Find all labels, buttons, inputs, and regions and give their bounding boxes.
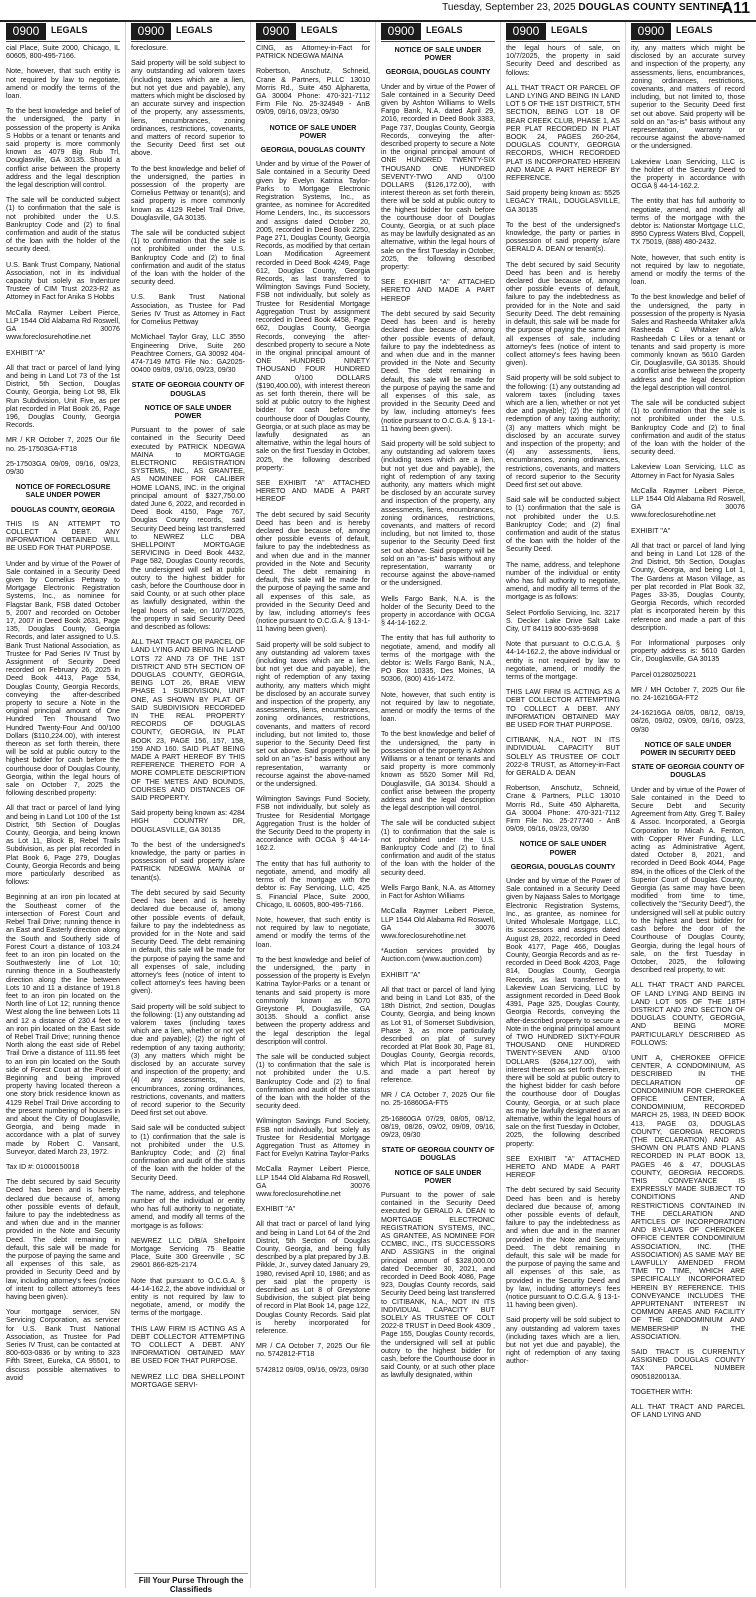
notice-paragraph: Pursuant to the power of sale contained in the Security Deed executed by PATRICK NDEGWA MAINA to MORTGAGE ELECTRONIC REGISTRATION SYSTEMS, INC., AS GRANTEE, AS NOMINEE FOR CALIBER HOME LOANS, INC. in the original principal amount of $327,750.00 dated June 6, 2022, and recorded in Deed Book 4150, Page 767, Douglas County records, said Security Deed being last transferred to NEWREZ LLC DBA SHELLPOINT MORTGAGE SERVICING in Deed Book 4432, Page 582, Douglas County records, the undersigned will sell at public outcry to the highest bidder for cash, before the Courthouse door in said County, or at such other place as lawfully designated, within the legal hours of sale, on 10/7/2025, the property in said Security Deed and described as follows: (131, 426, 245, 631)
notice-heading: NOTICE OF SALE UNDER POWER (269, 123, 357, 140)
notice-paragraph: THIS LAW FIRM IS ACTING AS A DEBT COLLECTOR ATTEMPTING TO COLLECT A DEBT. ANY INFORMATION OBTAINED MAY BE USED FOR THAT PURPOSE. (506, 688, 620, 730)
notice-paragraph: McCalla Raymer Leibert Pierce, LLP 1544 Old Alabama Rd Roswell, GA 30076 www.foreclosurehotline.net (381, 907, 495, 940)
section-number: 0900 (6, 23, 46, 40)
notice-paragraph: The sale will be conducted subject (1) to confirmation that the sale is not prohibited under the U.S. Bankruptcy Code and (2) to final confirmation and audit of the status of the loan with the holder of the security deed. (631, 398, 745, 457)
notice-paragraph: All that tract or parcel of land lying and being in Land Lot 835, of the 18th District, 2nd section, Douglas County, Georgia, and being known as Lot 91, of Somerset Subdivision, Phase 3, as more particularly described on plat of survey recorded at Plat Book 30, Page 81, Douglas County, Georgia records, which Plat is incorporated herein and made a part hereof by reference. (381, 985, 495, 1084)
notice-paragraph: Said property will be sold subject to any outstanding ad valorem taxes (including taxes which are a lien, but not yet due and payable), the right of redemption of any taxing authority, any matters which might be disclosed by an accurate survey and inspection of the property, any assessments, liens, encumbrances, zoning ordinances, restrictions, covenants, and matters of record including, but not limited to, those superior to the Security Deed first set out above. Said property will be sold on an "as-is" basis without any representation, warranty or recourse against the above-named or the undersigned. (256, 640, 370, 789)
notice-heading: NOTICE OF SALE UNDER POWER IN SECURITY DEED (640, 740, 736, 758)
section-label: LEGALS (301, 25, 338, 35)
notice-paragraph: Tax ID #: 01000150018 (6, 1162, 80, 1171)
notice-paragraph: NEWREZ LLC DBA SHELLPOINT MORTGAGE SERVI- (131, 1372, 245, 1389)
notice-paragraph: MR / CA October 7, 2025 Our file no. 5742812-FT18 (256, 1342, 370, 1359)
section-header (381, 22, 495, 42)
legal-notice-text (256, 44, 370, 1374)
notice-paragraph: THIS LAW FIRM IS ACTING AS A DEBT COLLECTOR ATTEMPTING TO COLLECT A DEBT. ANY INFORMATION OBTAINED MAY BE USED FOR THAT PURPOSE. (131, 1324, 245, 1366)
notice-paragraph: The debt secured by said Security Deed has been and is hereby declared due because of, among other possible events of default, failure to pay the indebtedness as provided for in the Note and said Security Deed. The debt remaining in default, this sale will be made for the purpose of paying the same and all expenses of sale, including attorney's fees (notice of intent to collect attorney's fees having been given). (131, 888, 245, 996)
notice-paragraph: Lakeview Loan Servicing, LLC is the holder of the Security Deed to the property in accordance with OCGA § 44-14-162.2. (631, 157, 745, 191)
section-header (256, 22, 370, 42)
notice-paragraph: To the best knowledge and belief of the undersigned, the party in possession of the property is Anika S Hobbs or a tenant or tenants and said property is more commonly known as 4079 Big Rub Trl, Douglasville, GA 30135. Should a conflict arise between the property address and the legal description the legal description will control. (6, 107, 120, 190)
notice-paragraph: *Auction services provided by Auction.com (www.auction.com) (381, 947, 495, 964)
notice-paragraph: ALL THAT TRACT OR PARCEL OF LAND LYING AND BEING IN LAND LOT 5 OF THE 1ST DISTRICT, 5TH SECTION, BEING LOT 18 OF BEAR CREEK CLUB, PHASE 1, AS PER PLAT RECORDED IN PLAT BOOK 24, PAGES 260-264, DOUGLAS COUNTY, GEORGIA RECORDS, WHICH RECORDED PLAT IS INCORPORATED HEREIN AND MADE A PART HEREOF BY REFERENCE. (506, 83, 620, 183)
notice-heading: NOTICE OF SALE UNDER POWER (394, 46, 482, 63)
column-divider (125, 22, 126, 1588)
notice-paragraph: Note, however, that such entity is not required by law to negotiate, amend or modify the terms of the loan. (381, 690, 495, 724)
notice-paragraph: Lakeview Loan Servicing, LLC as Attorney in Fact for Nyasia Sales (631, 463, 745, 480)
notice-paragraph: Note that pursuant to O.C.G.A. § 44-14-162.2, the above individual or entity is not required by law to negotiate, amend, or modify the terms of the mortgage. (131, 1276, 245, 1318)
page-number: A11 (721, 0, 750, 17)
notice-heading: NOTICE OF SALE UNDER POWER (519, 840, 607, 857)
notice-paragraph: TOGETHER WITH: (631, 1387, 693, 1396)
notice-paragraph: The debt secured by said Security Deed has been and is hereby declared due because of, among other possible events of default, failure to pay the indebtedness as and when due and in the manner provided in the Note and Security Deed. The debt remaining in default, this sale will be made for the purpose of paying the same and all expenses of this sale, as provided in the Security Deed and by law, including attorney's fees (notice pursuant to O.C.G.A. § 13-1-11 having been given). (506, 1186, 620, 1310)
notice-paragraph: EXHIBIT "A" (631, 526, 671, 535)
section-number: 0900 (256, 23, 296, 40)
notice-paragraph: EXHIBIT "A" (6, 348, 46, 357)
section-label: LEGALS (676, 25, 713, 35)
notice-paragraph: MR / KR October 7, 2025 Our file no. 25-17503GA-FT18 (6, 436, 120, 453)
notice-paragraph: Said property will be sold subject to any outstanding ad valorem taxes (including taxes which are a lien, but not yet due and payable), any matters which might be disclosed by an accurate survey and inspection of the property, any assessments, liens, encumbrances, zoning ordinances, restrictions, covenants, and matters of record superior to the Security Deed first set out above. (131, 59, 245, 158)
notice-paragraph: Said property will be sold subject to any outstanding ad valorem taxes (including taxes which are a lien, but not yet due and payable), the right of redemption of any taxing authority, any matters which might be disclosed by an accurate survey and inspection of the property, any assessments, liens, encumbrances, zoning ordinances, restrictions, covenants, and matters of record including, but not limited to, those superior to the Security Deed first set out above. Said property will be sold on an "as-is" basis without any representation, warranty or recourse against the above-named or the undersigned. (381, 439, 495, 588)
notice-paragraph: 5742812 09/09, 09/16, 09/23, 09/30 (256, 1365, 369, 1374)
notice-paragraph: The entity that has full authority to negotiate, amend, and modify all terms of the mortgage with the debtor is: Nationstar Mortgage LLC, 8950 Cypress Waters Blvd, Coppell, TX 75019, (888) 480-2432. (631, 197, 745, 247)
legal-column-4 (381, 22, 495, 1588)
notice-paragraph: Said property being known as: 5525 LEGACY TRAIL, DOUGLASVILLE, GA 30135 (506, 189, 620, 214)
paper-name: DOUGLAS COUNTY SENTINEL (578, 2, 730, 13)
notice-paragraph: cial Place, Suite 2000, Chicago, IL 60605, 800-495-7166. (6, 44, 120, 61)
notice-paragraph: To the best of the undersigned's knowledge, the party or parties in possession of said property is/are PATRICK NDEGWA MAINA or tenant(s). (131, 840, 245, 882)
section-header (506, 22, 620, 42)
notice-paragraph: All that tract or parcel of land lying and being in Land Lot 64 of the 2nd District, 5th Section of Douglas County, Georgia, and being fully described by a plat prepared by J.B. Pikkle, Jr., survey dated January 29, 1980, revised April 10, 1986; and as per said plat the property is described as Lot 8 of Greystone Subdivision, the subject plat being of record in Plat Book 14, page 122, Douglas County Records. Said plat is hereby incorporated for reference. (256, 1220, 370, 1336)
column-divider (500, 22, 501, 1588)
notice-paragraph: Pursuant to the power of sale contained in the Security Deed executed by GERALD A. DEAN to MORTGAGE ELECTRONIC REGISTRATION SYSTEMS, INC., AS GRANTEE, AS NOMINEE FOR CCMBC, INC., ITS SUCCESSORS AND ASSIGNS in the original principal amount of $328,000.00 dated December 30, 2021, and recorded in Deed Book 4086, Page 923, Douglas County records, said Security Deed being last transferred to CITIBANK, N.A., NOT IN ITS INDIVIDUAL CAPACITY BUT SOLELY AS TRUSTEE OF COLT 2022-8 TRUST in Deed Book 4309 , Page 155, Douglas County records, the undersigned will sell at public outcry to the highest bidder for cash, before the Courthouse door in said County, or at such other place as lawfully designated, within (381, 1190, 495, 1380)
notice-paragraph: The sale will be conducted subject (1) to confirmation that the sale is not prohibited under the U.S. Bankruptcy Code and (2) to final confirmation and audit of the status of the loan with the holder of the security deed. (381, 819, 495, 877)
masthead (0, 0, 756, 22)
notice-paragraph: ALL THAT TRACT AND PARCEL OF LAND LYING AND BEING IN LAND LOT 905 OF THE 18TH DISTRICT AND 2ND SECTION OF DOUGLAS COUNTY, GEORGIA, AND BEING MORE PARTICULARLY DESCRIBED AS FOLLOWS: (631, 981, 745, 1047)
notice-paragraph: McCalla Raymer Leibert Pierce, LLP 1544 Old Alabama Rd Roswell, GA 30076 www.foreclosurehotline.net (256, 1165, 370, 1198)
notice-heading: DOUGLAS COUNTY, GEORGIA (10, 505, 116, 514)
legal-notice-text (6, 44, 120, 1382)
notice-paragraph: MR / CA October 7, 2025 Our file no. 25-16860GA-FT5 (381, 1091, 495, 1108)
notice-paragraph: Wells Fargo Bank, N.A. is the holder of the Security Deed to the property in accordance with OCGA § 44-14-162.2. (381, 594, 495, 628)
section-number: 0900 (381, 23, 421, 40)
notice-paragraph: Note, however, that such entity is not required by law to negotiate, amend or modify the terms of the loan. (631, 253, 745, 287)
notice-paragraph: Wilmington Savings Fund Society, FSB not individually, but solely as Trustee for Residential Mortgage Aggregation Trust as Attorney in Fact for Evelyn Katrina Taylor-Parks (256, 1117, 370, 1159)
notice-heading: STATE OF GEORGIA COUNTY OF DOUGLAS (381, 1146, 495, 1163)
notice-paragraph: To the best of the undersigned's knowledge, the party or parties in possession of said property is/are GERALD A. DEAN or tenant(s). (506, 220, 620, 254)
notice-heading: NOTICE OF SALE UNDER POWER (394, 1168, 482, 1185)
notice-paragraph: foreclosure. (131, 44, 169, 52)
section-number: 0900 (506, 23, 546, 40)
notice-paragraph: Select Portfolio Servicing, Inc. 3217 S. Decker Lake Drive Salt Lake City, UT 84119 800-635-9698 (506, 608, 620, 633)
classifieds-promo: Fill Your Purse Through the Classifieds (134, 1573, 248, 1594)
notice-heading: NOTICE OF FORECLOSURE SALE UNDER POWER (15, 483, 111, 500)
notice-paragraph: 24-16216GA 08/05, 08/12, 08/19, 08/26, 09/02, 09/09, 09/16, 09/23, 09/30 (631, 709, 745, 734)
notice-heading: GEORGIA, DOUGLAS COUNTY (385, 68, 491, 77)
notice-paragraph: 25-17503GA 09/09, 09/16, 09/23, 09/30 (6, 459, 120, 476)
notice-paragraph: U.S. Bank Trust National Association, as Trustee for Pad Series IV Trust as Attorney in Fact for Cornelius Pettway (131, 293, 245, 327)
notice-paragraph: McCalla Raymer Leibert Pierce, LLP 1544 Old Alabama Rd Roswell, GA 30076 www.foreclosurehotline.net (631, 486, 745, 520)
section-header (631, 22, 745, 42)
section-number: 0900 (131, 23, 171, 40)
notice-paragraph: THIS IS AN ATTEMPT TO COLLECT A DEBT. ANY INFORMATION OBTAINED WILL BE USED FOR THAT PURPOSE. (6, 519, 120, 553)
notice-paragraph: For Informational purposes only property address is: 5610 Garden Cir., Douglasville, GA 30135 (631, 639, 745, 664)
notice-paragraph: SEE EXHIBIT "A" ATTACHED HERETO AND MADE A PART HEREOF (381, 278, 495, 303)
section-number: 0900 (631, 23, 671, 40)
notice-paragraph: McMichael Taylor Gray, LLC 3550 Engineering Drive, Suite 260 Peachtree Corners, GA 30092 404-474-7149 MTG File No.: GA2025-00400 09/09, 09/16, 09/23, 09/30 (131, 333, 245, 375)
section-label: LEGALS (176, 25, 213, 35)
notice-paragraph: Note that pursuant to O.C.G.A. § 44-14-162.2, the above individual or entity is not required by law to negotiate, amend, or modify the terms of the mortgage. (506, 640, 620, 682)
notice-paragraph: CING, as Attorney-in-Fact for PATRICK NDEGWA MAINA (256, 44, 370, 61)
notice-paragraph: Wells Fargo Bank, N.A. as Attorney in Fact for Ashton Williams (381, 883, 495, 901)
notice-paragraph: ity, any matters which might be disclosed by an accurate survey and inspection of the property, any assessments, liens, encumbrances, zoning ordinances, restrictions, covenants, and matters of record including, but not limited to, those superior to the Security Deed first set out above. Said property will be sold on an "as-is" basis without any representation, warranty or recourse against the above-named or the undersigned. (631, 44, 745, 151)
notice-paragraph: The debt secured by said Security Deed has been and is hereby declared due because of, among other possible events of default, failure to pay the indebtedness as and when due and in the manner provided in the Note and Security Deed. The debt remaining in default, this sale will be made for the purpose of paying the same and all expenses of this sale, as provided in Security Deed and by law, including attorney's fees (notice of intent to collect attorney's fees having been given). (6, 1178, 120, 1302)
column-divider (375, 22, 376, 1588)
notice-paragraph: ALL THAT TRACT OR PARCEL OF LAND LYING AND BEING IN LAND LOTS 72 AND 73 OF THE 1ST DISTRICT AND 5TH SECTION OF DOUGLAS COUNTY, GEORGIA, BEING LOT 26, BRAE VIEW PHASE 1 SUBDIVISION, UNIT ONE, AS SHOWN BY PLAT OF SAID SUBDIVISION RECORDED IN THE REAL PROPERTY RECORDS OF DOUGLAS COUNTY, GEORGIA, IN PLAT BOOK 23, PAGE 156, 157, 158, 159 AND 160. SAID PLAT BEING MADE A PART HEREOF BY THIS REFERENCE THERETO FOR A MORE COMPLETE DESCRIPTION OF THE METES AND BOUNDS, COURSES AND DISTANCES OF SAID PROPERTY. (131, 638, 245, 803)
notice-paragraph: ALL THAT TRACT AND PARCEL OF LAND LYING AND (631, 1403, 745, 1420)
notice-heading: GEORGIA, DOUGLAS COUNTY (510, 862, 616, 871)
section-label: LEGALS (551, 25, 588, 35)
legal-column-6 (631, 22, 745, 1588)
notice-paragraph: Said property will be sold subject to any outstanding ad valorem taxes (including taxes which are a lien, but not yet due and payable), the right of redemption of any taxing author- (506, 1316, 620, 1366)
notice-paragraph: The debt secured by said Security Deed has been and is hereby declared due because of, among other possible events of default, failure to pay the indebtedness as and when due and in the manner provided in the Note and Security Deed. The debt remaining in default, this sale will be made for the purpose of paying the same and all expenses of this sale, as provided in the Security Deed and by law, including attorney's fees (notice pursuant to O.C.G.A. § 13-1-11 having been given). (256, 510, 370, 634)
notice-paragraph: CITIBANK, N.A., NOT IN ITS INDIVIDUAL CAPACITY BUT SOLELY AS TRUSTEE OF COLT 2022-8 TRUST, as Attorney-in-Fact for GERALD A. DEAN (506, 736, 620, 778)
notice-paragraph: Under and by virtue of the Power of Sale contained in the Deed to Secure Debt and Security Agreement from Atty. Greg T. Bailey & Assoc. Incorporated, a Georgia Corporation to Micah A. Fenton, with Copper River Funding, LLC acting as Administrative Agent, dated October 8, 2021, and recorded in Deed Book 4044, Page 894, in the offices of the Clerk of the Superior Court of Douglas County, Georgia (as same may have been modified from time to time, collectively the "Security Deed"), the undersigned will sell at public outcry to the highest and best bidder for cash before the door of the Courthouse of Douglas County, Georgia, during the legal hours of sale, on the first Tuesday in October, 2025, the following described real property, to wit: (631, 785, 745, 975)
notice-paragraph: U.S. Bank Trust Company, National Association, not in its individual capacity but solely as Indenture Trustee of CIM Trust 2023-R2 as Attorney in Fact for Anika S Hobbs (6, 260, 120, 302)
notice-paragraph: Under and by virtue of the Power of Sale contained in a Security Deed given by Evelyn Katrina Taylor-Parks to Mortgage Electronic Registration Systems, Inc., as grantee, as nominee for Accredited Home Lenders, Inc., its successors and assigns dated October 20, 2005, recorded in Deed Book 2250, Page 271, Douglas County, Georgia Records, as modified by that certain Loan Modification Agreement recorded in Deed Book 4249, Page 612, Douglas County, Georgia Records, as last transferred to Wilmington Savings Fund Society, FSB not individually, but solely as Trustee for Residential Mortgage Aggregation Trust by assignment recorded in Deed Book 4458, Page 662, Douglas County, Georgia Records, conveying the after-described property to secure a Note in the original principal amount of ONE HUNDRED NINETY THOUSAND FOUR HUNDRED AND 0/100 DOLLARS ($190,400.00), with interest thereon as set forth therein, there will be sold at public outcry to the highest bidder for cash before the courthouse door of Douglas County, Georgia, or at such place as may be lawfully designated as an alternative, within the legal hours of sale on the first Tuesday in October, 2025, the following described property: (256, 160, 370, 472)
notice-paragraph: 25-16860GA 07/29, 08/05, 08/12, 08/19, 08/26, 09/02, 09/09, 09/16, 09/23, 09/30 (381, 1114, 495, 1139)
notice-paragraph: All that tract or parcel of land lying and being in Land Lot 73 of the 1st District, 5th Section, Douglas County, Georgia, being Lot 98, Elk Run Subdivision, Unit Five, as per plat recorded in Plat Book 26, Page 196, Douglas County, Georgia Records. (6, 363, 120, 430)
notice-paragraph: Said sale will be conducted subject to (1) confirmation that the sale is not prohibited under the U.S. Bankruptcy Code; and (2) final confirmation and audit of the status of the loan with the holder of the Security Deed. (506, 496, 620, 554)
notice-paragraph: The sale will be conducted subject (1) to confirmation that the sale is not prohibited under the U.S. Bankruptcy Code and (2) to final confirmation and audit of the status of the loan with the holder of the security deed. (256, 1052, 370, 1111)
notice-heading: NOTICE OF SALE UNDER POWER (144, 403, 232, 420)
notice-paragraph: The debt secured by said Security Deed has been and is hereby declared due because of, among other possible events of default, failure to pay the indebtedness as provided for in the Note and said Security Deed. The debt remaining in default, this sale will be made for the purpose of paying the same and all expenses of sale, including attorney's fees (notice of intent to collect attorney's fees having been given). (506, 260, 620, 368)
notice-paragraph: All that tract or parcel of land lying and being in Land Lot 128 of the 2nd District, 5th Section, Douglas County, Georgia, and being Lot 1, The Gardens at Mason Village, as per plat recorded in Plat Book 32, Pages 33-35, Douglas County, Georgia Records, which recorded plat is incorporated herein by this reference and made a part of this description. (631, 541, 745, 632)
notice-paragraph: Note, however, that such entity is not required by law to negotiate, amend or modify the terms of the loan. (6, 67, 120, 101)
legal-notice-text (506, 44, 620, 1366)
notice-paragraph: SEE EXHIBIT "A" ATTACHED HERETO AND MADE A PART HEREOF (256, 478, 370, 504)
notice-paragraph: McCalla Raymer Leibert Pierce, LLP 1544 Old Alabama Rd Roswell, GA 30076 www.foreclosurehotline.net (6, 308, 120, 342)
section-header (131, 22, 245, 42)
notice-paragraph: The entity that has full authority to negotiate, amend, and modify all terms of the mortgage with the debtor is: Wells Fargo Bank, N.A., PO Box 10335, Des Moines, IA 50306, (800) 416-1472. (381, 634, 495, 684)
notice-paragraph: Your mortgage servicer, SN Servicing Corporation, as servicer for U.S. Bank Trust National Association, as Trustee for Pad Series IV Trust, can be contacted at 800-603-0836 or by writing to 323 Fifth Street, Eureka, CA 95501, to discuss possible alternatives to avoid (6, 1308, 120, 1382)
notice-paragraph: Said property will be sold subject to the following: (1) any outstanding ad valorem taxes (including taxes which are a lien, whether or not yet due and payable); (2) the right of redemption of any taxing authority; (3) any matters which might be disclosed by an accurate survey and inspection of the property; and (4) any assessments, liens, encumbrances, zoning ordinances, restrictions, covenants, and matters of record superior to the Security Deed first set out above. (131, 1002, 245, 1118)
notice-paragraph: Under and by virtue of the Power of Sale contained in a Security Deed given by Najaass Sales to Mortgage Electronic Registration Systems, Inc., as grantee, as nominee for United Wholesale Mortgage, LLC, its successors and assigns dated August 28, 2022, recorded in Deed Book 4177, Page 466, Douglas County, Georgia Records and as re-recorded in Deed Book 4203, Page 814, Douglas County, Georgia Records, as last transferred to Lakeview Loan Servicing, LLC by assignment recorded in Deed Book 4391, Page 325, Douglas County, Georgia Records, conveying the after-described property to secure a Note in the original principal amount of TWO HUNDRED SIXTY-FOUR THOUSAND ONE HUNDRED TWENTY-SEVEN AND 0/100 DOLLARS ($264,127.00), with interest thereon as set forth therein, there will be sold at public outcry to the highest bidder for cash before the courthouse door of Douglas County, Georgia, or at such place as may be lawfully designated as an alternative, within the legal hours of sale on the first Tuesday in October, 2025, the following described property: (506, 877, 620, 1148)
notice-heading: STATE OF GEORGIA COUNTY OF DOUGLAS (131, 381, 245, 398)
legal-notice-text (381, 46, 495, 1380)
legal-column-3 (256, 22, 370, 1588)
legal-notice-text (631, 44, 745, 1419)
notice-paragraph: Note, however, that such entity is not required by law to negotiate, amend or modify the terms of the loan. (256, 915, 370, 949)
notice-paragraph: SEE EXHIBIT "A" ATTACHED HERETO AND MADE A PART HEREOF (506, 1154, 620, 1180)
legal-notice-text (131, 44, 245, 1389)
legal-column-2 (131, 22, 245, 1588)
column-divider (250, 22, 251, 1588)
notice-paragraph: The name, address, and telephone number of the individual or entity who has full authority to negotiate, amend, and modify all terms of the mortgage is as follows: (131, 1188, 245, 1230)
notice-paragraph: Said property will be sold subject to the following: (1) any outstanding ad valorem taxes (including taxes which are a lien, whether or not yet due and payable); (2) the right of redemption of any taxing authority; (3) any matters which might be disclosed by an accurate survey and inspection of the property; and (4) any assessments, liens, encumbrances, zoning ordinances, restrictions, covenants, and matters of record superior to the Security Deed first set out above. (506, 374, 620, 489)
notice-paragraph: All that tract or parcel of land lying and being in Land Lot 100 of the 1st District, 5th Section of Douglas County, Georgia, and being known as Lot 11, Block B, Rebel Trails Subdivision, as per plat recorded in Plat Book 6, Page 279, Douglas County, Georgia Records and being more particularly described as follows: (6, 804, 120, 887)
notice-paragraph: To the best knowledge and belief of the undersigned, the party in possession of the property is Evelyn Katrina Taylor-Parks or a tenant or tenants and said property is more commonly known as 5070 Greystone Pl, Douglasville, GA 30135. Should a conflict arise between the property address and the legal description the legal description will control. (256, 955, 370, 1046)
notice-paragraph: The sale will be conducted subject (1) to confirmation that the sale is not prohibited under the U.S. Bankruptcy Code and (2) to final confirmation and audit of the status of the loan with the holder of the security deed. (131, 229, 245, 287)
notice-paragraph: Under and by virtue of the Power of Sale contained in a Security Deed given by Cornelius Pettway to Mortgage Electronic Registration Systems, Inc., as nominee for Flagstar Bank, FSB dated October 5, 2007 and recorded on October 17, 2007 in Deed Book 2631, Page 135, Douglas County, Georgia Records, and later assigned to U.S. Bank Trust National Association, as Trustee for Pad Series IV Trust by Assignment of Security Deed recorded on February 26, 2025 in Deed Book 4413, Page 534, Douglas County, Georgia Records, conveying the after-described property to secure a Note in the original principal amount of One Hundred Ten Thousand Two Hundred Twenty-Four And 00/100 Dollars ($110,224.00), with interest thereon as set forth therein, there will be sold at public outcry to the highest bidder for cash before the courthouse door of Douglas County, Georgia, within the legal hours of sale on October 7, 2025 the following described property: (6, 559, 120, 798)
notice-paragraph: The name, address, and telephone number of the individual or entity who has full authority to negotiate, amend, and modify all terms of the mortgage is as follows: (506, 560, 620, 602)
notice-paragraph: Robertson, Anschutz, Schneid, Crane & Partners, PLLC 13010 Morris Rd., Suite 450 Alpharetta, GA 30004 Phone: 470-321-7112 Firm File No. 25-277740 - AnB 09/09, 09/16, 09/23, 09/30 (506, 784, 620, 834)
notice-paragraph: Parcel 01280250221 (631, 670, 697, 679)
issue-date: Tuesday, September 23, 2025 (442, 2, 576, 13)
notice-paragraph: The sale will be conducted subject (1) to confirmation that the sale is not prohibited under the U.S. Bankruptcy Code and (2) to final confirmation and audit of the status of the loan with the holder of the security deed. (6, 196, 120, 254)
section-label: LEGALS (426, 25, 463, 35)
notice-paragraph: the legal hours of sale, on 10/7/2025, the property in said Security Deed and described as follows: (506, 44, 620, 77)
notice-paragraph: The debt secured by said Security Deed has been and is hereby declared due because of, among other possible events of default, failure to pay the indebtedness as and when due and in the manner provided in the Note and Security Deed. The debt remaining in default, this sale will be made for the purpose of paying the same and all expenses of this sale, as provided in the Security Deed and by law, including attorney's fees (notice pursuant to O.C.G.A. § 13-1-11 having been given). (381, 309, 495, 433)
notice-paragraph: To the best knowledge and belief of the undersigned, the party in possession of the property is Nyasia Sales and Rasheeda Whitaker a/k/a Rasheeda C Whitaker a/k/a Rasheedah C Liles or a tenant or tenants and said property is more commonly known as 5610 Garden Cir, Douglasville, GA 30135. Should a conflict arise between the property address and the legal description the legal description will control. (631, 293, 745, 392)
legal-column-5 (506, 22, 620, 1588)
section-header (6, 22, 120, 42)
notice-paragraph: MR / MH October 7, 2025 Our file no. 24-16216GA-FT2 (631, 685, 745, 703)
dateline (442, 2, 730, 13)
notice-paragraph: EXHIBIT "A" (256, 1205, 296, 1214)
notice-paragraph: Said sale will be conducted subject to (1) confirmation that the sale is not prohibited under the U.S. Bankruptcy Code; and (2) final confirmation and audit of the status of the loan with the holder of the Security Deed. (131, 1124, 245, 1182)
notice-paragraph: NEWREZ LLC D/B/A Shellpoint Mortgage Servicing 75 Beattie Place, Suite 300 Greenville , SC 29601 866-825-2174 (131, 1236, 245, 1270)
notice-paragraph: Under and by virtue of the Power of Sale contained in a Security Deed given by Ashton Williams to Wells Fargo Bank, N.A. dated April 29, 2016, recorded in Deed Book 3383, Page 737, Douglas County, Georgia Records, conveying the after-described property to secure a Note in the original principal amount of ONE HUNDRED TWENTY-SIX THOUSAND ONE HUNDRED SEVENTY-TWO AND 0/100 DOLLARS ($126,172.00), with interest thereon as set forth therein, there will be sold at public outcry to the highest bidder for cash before the courthouse door of Douglas County, Georgia, or at such place as may be lawfully designated as an alternative, within the legal hours of sale on the first Tuesday in October, 2025, the following described property: (381, 82, 495, 272)
notice-heading: GEORGIA, DOUGLAS COUNTY (260, 146, 366, 155)
notice-paragraph: To the best knowledge and belief of the undersigned, the party in possession of the property is Ashton Williams or a tenant or tenants and said property is more commonly known as 5520 Somer Mill Rd, Douglasville, GA 30134. Should a conflict arise between the property address and the legal description the legal description will control. (381, 730, 495, 813)
notice-paragraph: Beginning at an iron pin located at the Southeast corner of the intersection of Forest Court and Rebel Trail Drive; running thence in an East and Easterly direction along the South and Southerly side of Forest Court a distance of 103.24 feet to an iron pin located on the Southwesterly line of Lot 10; running thence in a Southeasterly direction along the line between Lots 10 and 11 a distance of 191.8 feet to an iron pin located on the North line of Lot 12; running thence West along the line between Lots 11 and 12 a distance of 230.4 feet to an iron pin located on the East side of Rebel Trail Drive; running thence North along the east side of Rebel Trail Drive a distance of 111.95 feet to an iron pin located on the South side of Forest Court at the Point of Beginning and being improved property having located thereon a one story brick residence known as 4129 Rebel Trail Drive according to the present numbering of houses in and about the City of Douglasville, Georgia, and being made in accordance with a plat of survey made by Robert C. Vansant, Surveyor, dated March 23, 1972. (6, 893, 120, 1156)
notice-paragraph: EXHIBIT "A" (381, 970, 421, 979)
section-label: LEGALS (51, 25, 88, 35)
notice-heading: STATE OF GEORGIA COUNTY OF DOUGLAS (631, 763, 745, 780)
notice-paragraph: Robertson, Anschutz, Schneid, Crane & Partners, PLLC 13010 Morris Rd., Suite 450 Alpharetta, GA 30004 Phone: 470-321-7112 Firm File No. 25-324949 - AnB 09/09, 09/16, 09/23, 09/30 (256, 67, 370, 117)
notice-paragraph: The entity that has full authority to negotiate, amend, and modify all terms of the mortgage with the debtor is: Fay Servicing, LLC, 425 S. Financial Place, Suite 2000, Chicago, IL 60605, 800-495-7166. (256, 859, 370, 909)
notice-paragraph: UNIT A, CHEROKEE OFFICE CENTER, A CONDOMINIUM, AS DESCRIBED IN THE DECLARATION OF CONDOMINIUM FOR CHEROKEE OFFICE CENTER, A CONDOMINIUM, RECORDED MARCH 25, 1983, IN DEED BOOK 413, PAGE 03, DOUGLAS COUNTY, GEORGIA RECORDS (THE DECLARATION) AND AS SHOWN ON PLATS AND PLANS RECORDED IN PLAT BOOK 13, PAGES 46 & 47, DOUGLAS COUNTY, GEORGIA RECORDS. THIS CONVEYANCE IS EXPRESSLY MADE SUBJECT TO CONDITIONS AND RESTRICTIONS CONTAINED IN THE DECLARATION AND ARTICLES OF INCORPORATION AND BY-LAWS OF CHEROKEE OFFICE CENTER CONDOMINIUM ASSOCIATION, INC. (THE ASSOCIATION) AS SAME MAY BE LAWFULLY AMENDED FROM TIME TO TIME, WHICH ARE SPECIFICALLY INCORPORATED HEREIN BY REFERENCE. THIS CONVEYANCE INCLUDES THE APPURTENANT INTEREST IN COMMON AREAS AND FACILITY OF THE CONDOMINIUM AND MEMBERSHIP IN THE ASSOCIATION. (631, 1053, 745, 1341)
column-divider (625, 22, 626, 1588)
notice-paragraph: To the best knowledge and belief of the undersigned, the parties in possession of the property are Cornelius Pettway or tenant(s); and said property is more commonly known as 4129 Rebel Trail Drive, Douglasville, GA 30135. (131, 164, 245, 222)
legal-column-1 (6, 22, 120, 1588)
notice-paragraph: Said property being known as: 4284 HIGH COUNTRY DR, DOUGLASVILLE, GA 30135 (131, 809, 245, 834)
notice-paragraph: Wilmington Savings Fund Society, FSB not individually, but solely as Trustee for Residential Mortgage Aggregation Trust is the holder of the Security Deed to the property in accordance with OCGA § 44-14-162.2. (256, 795, 370, 853)
notice-paragraph: SAID TRACT IS CURRENTLY ASSIGNED DOUGLAS COUNTY TAX PARCEL NUMBER 09051820013A. (631, 1348, 745, 1381)
